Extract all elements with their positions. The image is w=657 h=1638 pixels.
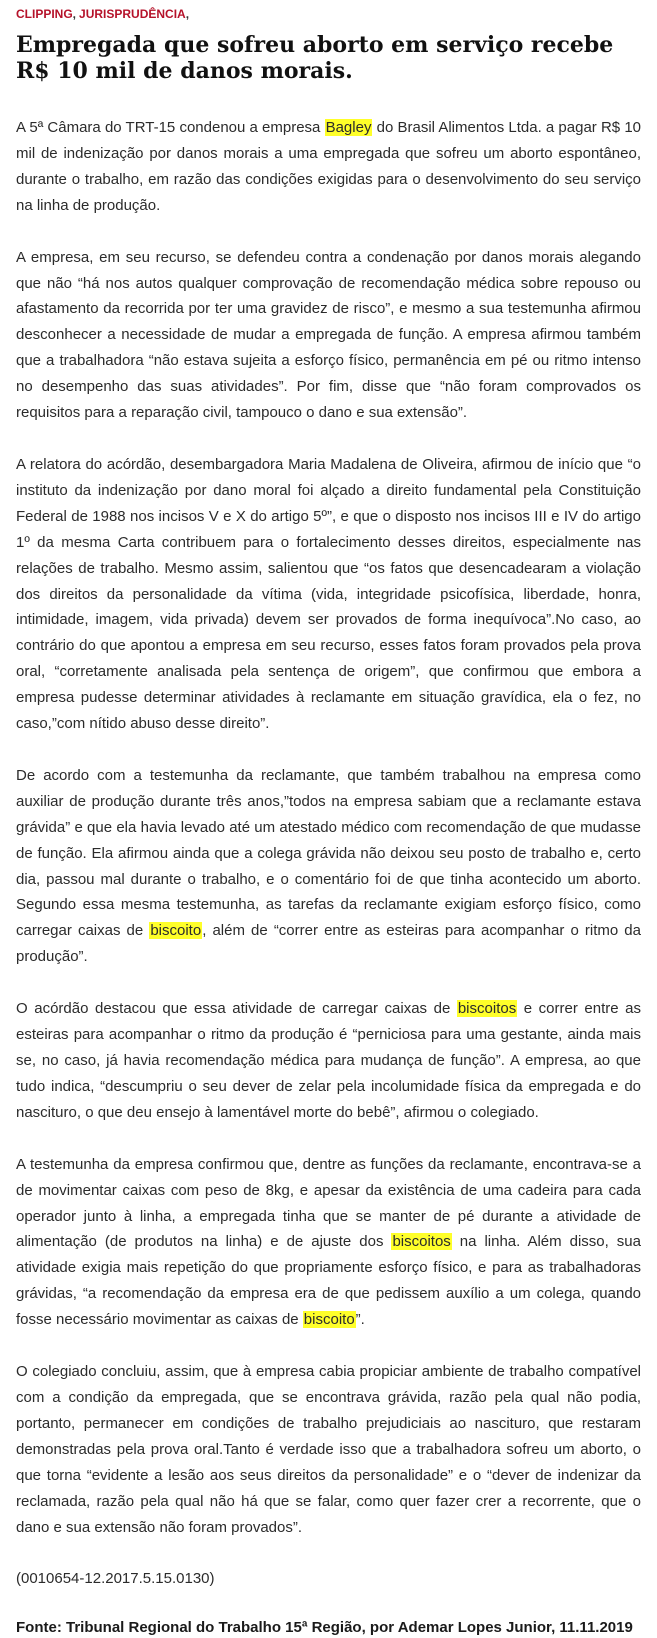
paragraph-text: O colegiado concluiu, assim, que à empresa cabia propiciar ambiente de trabalho compatível com a condição da empregada, que se encontrava grávida, razão pela qual não podia, portanto, permanecer em condições de trabalho prejudiciais ao nascituro, que restaram demonstradas pela prova oral.Tanto é verdade isso que a trabalhadora sofreu um aborto, o que torna “evidente a lesão aos seus direitos da personalidade” e o “dever de indenizar da reclamada, razão pela qual não há que se falar, como quer fazer crer a recorrente, que o dano e sua extensão não foram provados”. xyxy=(16,1363,641,1536)
process-number xyxy=(16,1566,641,1592)
highlighted-term: biscoitos xyxy=(457,1000,517,1018)
paragraph-text: A testemunha da empresa confirmou que, dentre as funções da reclamante, encontrava-se a de movimentar caixas com peso de 8kg, e apesar da existência de uma cadeira para cada operador junto à linha, a empregada tinha que se manter de pé durante a atividade de alimentação (de produtos na linha) e de ajuste dos xyxy=(16,1155,641,1251)
paragraph-text: , além de “correr entre as esteiras para acompanhar o ritmo da produção”. xyxy=(16,922,641,966)
paragraph-text: A empresa, em seu recurso, se defendeu contra a condenação por danos morais alegando que não “há nos autos qualquer comprovação de recomendação médica sobre repouso ou afastamento da recorrida por ter uma gravidez de risco”, e mesmo a sua testemunha afirmou desconhecer a necessidade de mudar a empregada de função. A empresa afirmou também que a trabalhadora “não estava sujeita a esforço físico, permanência em pé ou ritmo intenso no desempenho das suas atividades”. Por fim, disse que “não foram comprovados os requisitos para a reparação civil, tampouco o dano e sua extensão”. xyxy=(16,248,641,422)
paragraph-text: do Brasil Alimentos Ltda. a pagar R$ 10 mil de indenização por danos morais a uma empregada que sofreu um aborto espontâneo, durante o trabalho, em razão das condições exigidas para o desenvolvimento do seu serviço na linha de produção. xyxy=(16,119,641,214)
article-body xyxy=(16,115,641,1592)
article-paragraph xyxy=(16,115,641,219)
category-link-clipping[interactable]: CLIPPING xyxy=(16,7,73,21)
article-paragraph xyxy=(16,763,641,970)
paragraph-text: O acórdão destacou que essa atividade de carregar caixas de xyxy=(16,1000,457,1018)
article-paragraph xyxy=(16,245,641,426)
article-paragraph xyxy=(16,452,641,737)
article-paragraph xyxy=(16,1359,641,1540)
category-separator: , xyxy=(72,7,77,21)
paragraph-text: e correr entre as esteiras para acompanhar o ritmo da produção é “perniciosa para uma gestante, ainda mais se, no caso, já havia recomendação médica para mudança de função”. A empresa, ao que tudo indica, “descumpriu o seu dever de zelar pela incolumidade física da empregada e do nascituro, o que deu ensejo à lamentável morte do bebê”, afirmou o colegiado. xyxy=(16,1000,641,1121)
category-link-jurisprudencia[interactable]: JURISPRUDÊNCIA xyxy=(79,7,186,21)
paragraph-text: ”. xyxy=(355,1311,365,1329)
highlighted-term: biscoito xyxy=(150,922,202,940)
category-separator: , xyxy=(185,7,190,21)
highlighted-term: biscoitos xyxy=(392,1233,451,1251)
paragraph-text: De acordo com a testemunha da reclamante, que também trabalhou na empresa como auxiliar de produção durante três anos,”todos na empresa sabiam que a reclamante estava grávida” e que ela havia levado até um atestado médico com recomendação de que mudasse de função. Ela afirmou ainda que a colega grávida não deixou seu posto de trabalho e, certo dia, passou mal durante o trabalho, e o comentário foi de que tinha acontecido um aborto. Segundo essa mesma testemunha, as tarefas da reclamante exigiam esforço físico, como carregar caixas de xyxy=(16,766,641,940)
category-links xyxy=(16,6,641,24)
paragraph-text: na linha. Além disso, sua atividade exigia mais repetição do que propriamente esforço físico, e para as trabalhadoras grávidas, “a recomendação da empresa era de que pedissem auxílio a um colega, quando fosse necessário movimentar as caixas de xyxy=(16,1233,641,1329)
article-title: Empregada que sofreu aborto em serviço recebe R$ 10 mil de danos morais. xyxy=(16,32,614,84)
paragraph-text: A relatora do acórdão, desembargadora Maria Madalena de Oliveira, afirmou de início que “o instituto da indenização por dano moral foi alçado a direito fundamental pela Constituição Federal de 1988 nos incisos V e X do artigo 5º”, e que o disposto nos incisos III e IV do artigo 1º da mesma Carta contribuem para o fortalecimento desses direitos, especialmente nas relações de trabalho. Mesmo assim, salientou que “os fatos que desencadearam a violação dos direitos da personalidade da vítima (vida, integridade psicofísica, liberdade, honra, intimidade, imagem, vida privada) devem ser provados de forma inequívoca”.No caso, ao contrário do que apontou a empresa em seu recurso, esses fatos foram provados pela prova oral, “corretamente analisada pela sentença de origem”, que confirmou que embora a empresa pudesse determinar atividades à reclamante em situação gravídica, ela o fez, no caso,”com nítido abuso desse direito”. xyxy=(16,455,641,733)
article-paragraph xyxy=(16,1152,641,1333)
article-paragraph xyxy=(16,996,641,1126)
highlighted-term: Bagley xyxy=(325,119,372,136)
paragraph-text: A 5ª Câmara do TRT-15 condenou a empresa xyxy=(16,119,325,136)
paragraph-text: (0010654-12.2017.5.15.0130) xyxy=(16,1570,215,1588)
highlighted-term: biscoito xyxy=(303,1311,355,1329)
source-credit: Fonte: Tribunal Regional do Trabalho 15ª Região, por Ademar Lopes Junior, 11.11.2019 xyxy=(16,1619,633,1637)
